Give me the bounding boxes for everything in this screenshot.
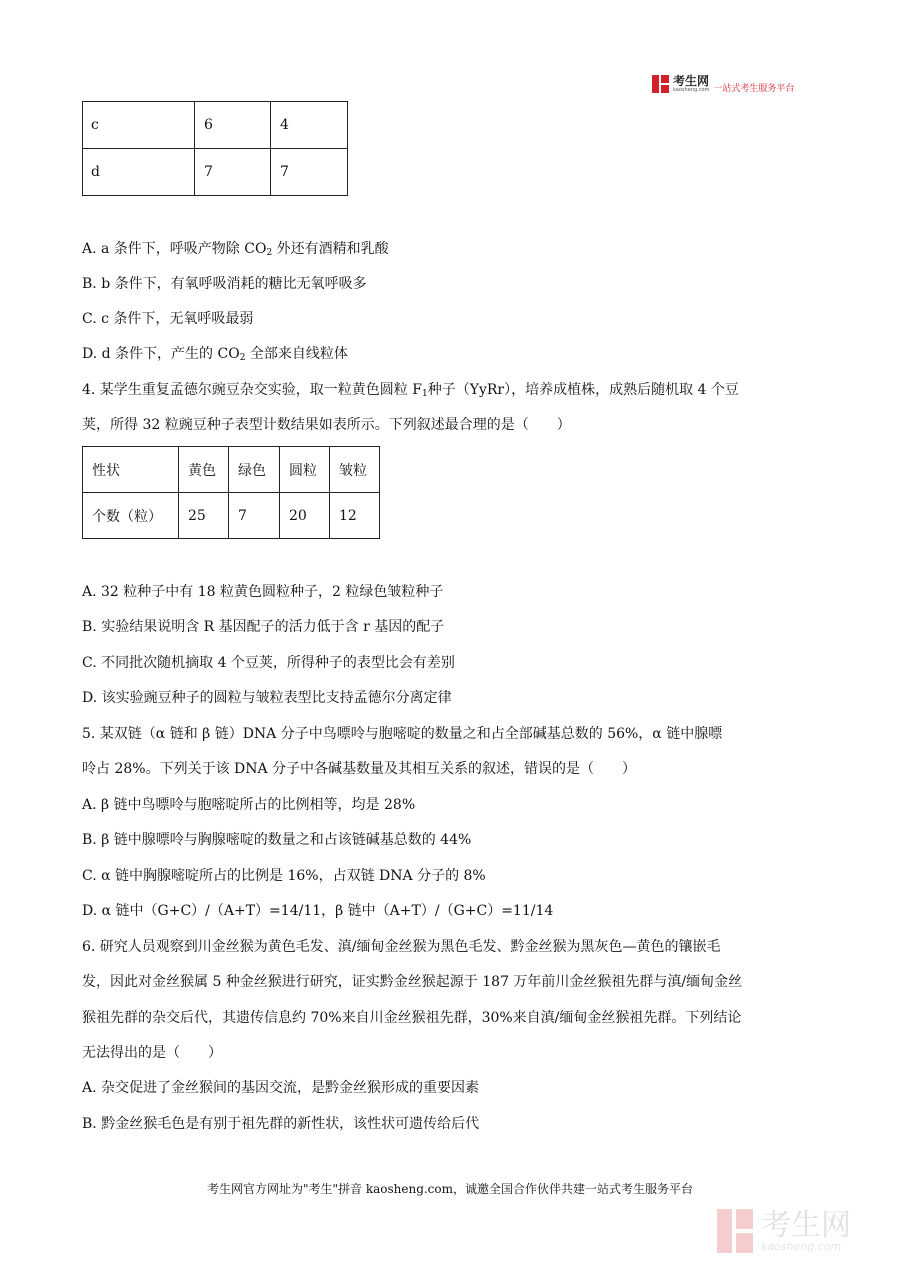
table-cell: c bbox=[83, 102, 195, 149]
table-header-cell: 性状 bbox=[83, 447, 179, 493]
q5-option-c: C. α 链中胸腺嘧啶所占的比例是 16%，占双链 DNA 分子的 8% bbox=[82, 868, 486, 884]
table-cell: d bbox=[83, 149, 195, 196]
q5-stem-line-1: 5. 某双链（α 链和 β 链）DNA 分子中鸟嘌呤与胞嘧啶的数量之和占全部碱基总数的 56%，α 链中腺嘌 bbox=[82, 726, 723, 742]
experiment-table bbox=[82, 101, 348, 196]
table-header-row bbox=[83, 447, 380, 493]
table-cell: 20 bbox=[280, 493, 330, 539]
q4-stem-line-1: 4. 某学生重复孟德尔豌豆杂交实验，取一粒黄色圆粒 $F_1$种子（YyRr），培养成植株，成熟后随机取 4 个豆 bbox=[82, 382, 739, 399]
table-cell: 个数（粒） bbox=[83, 493, 179, 539]
q6-stem-line-1: 6. 研究人员观察到川金丝猴为黄色毛发、滇/缅甸金丝猴为黑色毛发、黔金丝猴为黑灰色—黄色的镶嵌毛 bbox=[82, 939, 721, 955]
q5-stem-line-2: 呤占 28%。下列关于该 DNA 分子中各碱基数量及其相互关系的叙述，错误的是（ ） bbox=[82, 761, 637, 777]
table-cell: 12 bbox=[330, 493, 380, 539]
table-header-cell: 圆粒 bbox=[280, 447, 330, 493]
q5-option-b: B. β 链中腺嘌呤与胸腺嘧啶的数量之和占该链碱基总数的 44% bbox=[82, 832, 472, 848]
table-header-cell: 皱粒 bbox=[330, 447, 380, 493]
q5-option-d: D. α 链中（G+C）/（A+T）=14/11，β 链中（A+T）/（G+C）=11/14 bbox=[82, 903, 554, 919]
table-header-cell: 绿色 bbox=[229, 447, 280, 493]
watermark bbox=[717, 1205, 887, 1257]
q3-option-b: B. b 条件下，有氧呼吸消耗的糖比无氧呼吸多 bbox=[82, 276, 367, 292]
q6-option-b: B. 黔金丝猴毛色是有别于祖先群的新性状，该性状可遗传给后代 bbox=[82, 1116, 480, 1132]
logo-name: 考生网 bbox=[673, 74, 710, 88]
table-cell: 25 bbox=[179, 493, 229, 539]
q4-option-c: C. 不同批次随机摘取 4 个豆荚，所得种子的表型比会有差别 bbox=[82, 655, 455, 671]
watermark-domain: kaosheng.com bbox=[761, 1239, 842, 1253]
trait-count-table bbox=[82, 446, 380, 539]
table-row bbox=[83, 102, 348, 149]
table-row bbox=[83, 493, 380, 539]
table-cell: 4 bbox=[271, 102, 348, 149]
site-logo[interactable] bbox=[652, 73, 794, 95]
table-header-cell: 黄色 bbox=[179, 447, 229, 493]
q3-option-a: A. a 条件下，呼吸产物除 $CO_2$ 外还有酒精和乳酸 bbox=[82, 241, 389, 258]
q4-option-d: D. 该实验豌豆种子的圆粒与皱粒表型比支持孟德尔分离定律 bbox=[82, 690, 452, 706]
table-cell: 7 bbox=[271, 149, 348, 196]
q4-option-b: B. 实验结果说明含 R 基因配子的活力低于含 r 基因的配子 bbox=[82, 619, 445, 635]
logo-slogan: 一站式考生服务平台 bbox=[713, 83, 795, 94]
q6-stem-line-4: 无法得出的是（ ） bbox=[82, 1045, 222, 1061]
logo-icon bbox=[652, 74, 670, 94]
q4-option-a: A. 32 粒种子中有 18 粒黄色圆粒种子，2 粒绿色皱粒种子 bbox=[82, 584, 444, 600]
logo-domain: kaosheng.com bbox=[673, 87, 710, 93]
q4-stem-line-2: 荚，所得 32 粒豌豆种子表型计数结果如表所示。下列叙述最合理的是（ ） bbox=[82, 417, 571, 433]
q6-stem-line-3: 猴祖先群的杂交后代，其遗传信息约 70%来自川金丝猴祖先群，30%来自滇/缅甸金丝猴祖先群。下列结论 bbox=[82, 1010, 742, 1026]
page-footer: 考生网官方网址为"考生"拼音 kaosheng.com，诚邀全国合作伙伴共建一站式考生服务平台 bbox=[206, 1182, 694, 1196]
q6-option-a: A. 杂交促进了金丝猴间的基因交流，是黔金丝猴形成的重要因素 bbox=[82, 1080, 480, 1096]
table-cell: 7 bbox=[195, 149, 271, 196]
q6-stem-line-2: 发，因此对金丝猴属 5 种金丝猴进行研究，证实黔金丝猴起源于 187 万年前川金丝猴祖先群与滇/缅甸金丝 bbox=[82, 974, 743, 990]
table-cell: 6 bbox=[195, 102, 271, 149]
table-row bbox=[83, 149, 348, 196]
table-cell: 7 bbox=[229, 493, 280, 539]
watermark-logo-icon bbox=[717, 1207, 755, 1255]
q3-option-d: D. d 条件下，产生的 $CO_2$ 全部来自线粒体 bbox=[82, 346, 348, 363]
q3-option-c: C. c 条件下，无氧呼吸最弱 bbox=[82, 311, 254, 327]
q5-option-a: A. β 链中鸟嘌呤与胞嘧啶所占的比例相等，均是 28% bbox=[82, 797, 416, 813]
watermark-name: 考生网 bbox=[761, 1207, 851, 1243]
